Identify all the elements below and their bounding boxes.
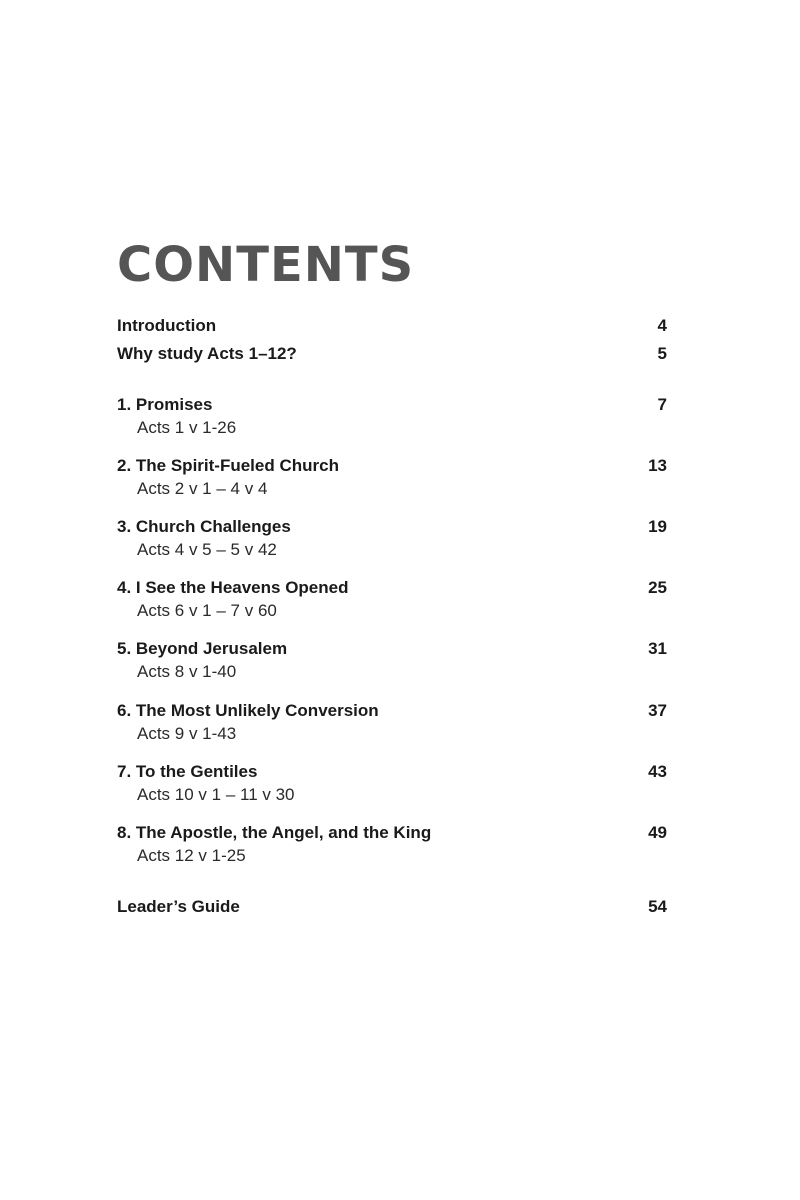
entry-page-number: 49 [648, 823, 667, 842]
entry-title: Introduction [117, 316, 217, 335]
toc-entry-chapter-3 [117, 516, 667, 561]
toc-entry-chapter-1 [117, 394, 667, 439]
entry-page-number: 31 [648, 639, 667, 658]
entry-title: 8. The Apostle, the Angel, and the King [117, 823, 432, 842]
toc-entry-chapter-7 [117, 761, 667, 806]
entry-page-number: 25 [648, 578, 667, 597]
entry-page-number: 43 [648, 762, 667, 781]
toc-entry-chapter-5 [117, 638, 667, 683]
entry-title: 6. The Most Unlikely Conversion [117, 701, 379, 720]
toc-entry-why-study [117, 343, 667, 365]
entry-passage: Acts 8 v 1-40 [137, 662, 237, 681]
entry-title: 5. Beyond Jerusalem [117, 639, 288, 658]
entry-passage: Acts 12 v 1-25 [137, 846, 246, 865]
toc-entry-chapter-8 [117, 822, 667, 867]
entry-title: 7. To the Gentiles [117, 762, 258, 781]
entry-title: 4. I See the Heavens Opened [117, 578, 349, 597]
entry-title: 2. The Spirit-Fueled Church [117, 456, 339, 475]
entry-page-number: 13 [648, 456, 667, 475]
entry-passage: Acts 6 v 1 – 7 v 60 [137, 601, 277, 620]
entry-page-number: 7 [657, 395, 667, 414]
entry-passage: Acts 4 v 5 – 5 v 42 [137, 540, 277, 559]
entry-page-number: 37 [648, 701, 667, 720]
toc-entry-chapter-6 [117, 700, 667, 745]
toc-entry-chapter-4 [117, 577, 667, 622]
toc-entry-leaders-guide [117, 896, 667, 918]
entry-title: Leader’s Guide [117, 897, 240, 916]
entry-title: 1. Promises [117, 395, 213, 414]
toc-entry-chapter-2 [117, 455, 667, 500]
page-title: CONTENTS [117, 237, 415, 293]
entry-title: 3. Church Challenges [117, 517, 291, 536]
entry-title: Why study Acts 1–12? [117, 344, 297, 363]
entry-page-number: 19 [648, 517, 667, 536]
entry-page-number: 5 [657, 344, 667, 363]
toc-entry-introduction [117, 315, 667, 337]
entry-page-number: 54 [648, 897, 667, 916]
entry-passage: Acts 10 v 1 – 11 v 30 [137, 785, 295, 804]
entry-passage: Acts 1 v 1-26 [137, 418, 237, 437]
entry-page-number: 4 [657, 316, 667, 335]
entry-passage: Acts 9 v 1-43 [137, 724, 237, 743]
entry-passage: Acts 2 v 1 – 4 v 4 [137, 479, 268, 498]
